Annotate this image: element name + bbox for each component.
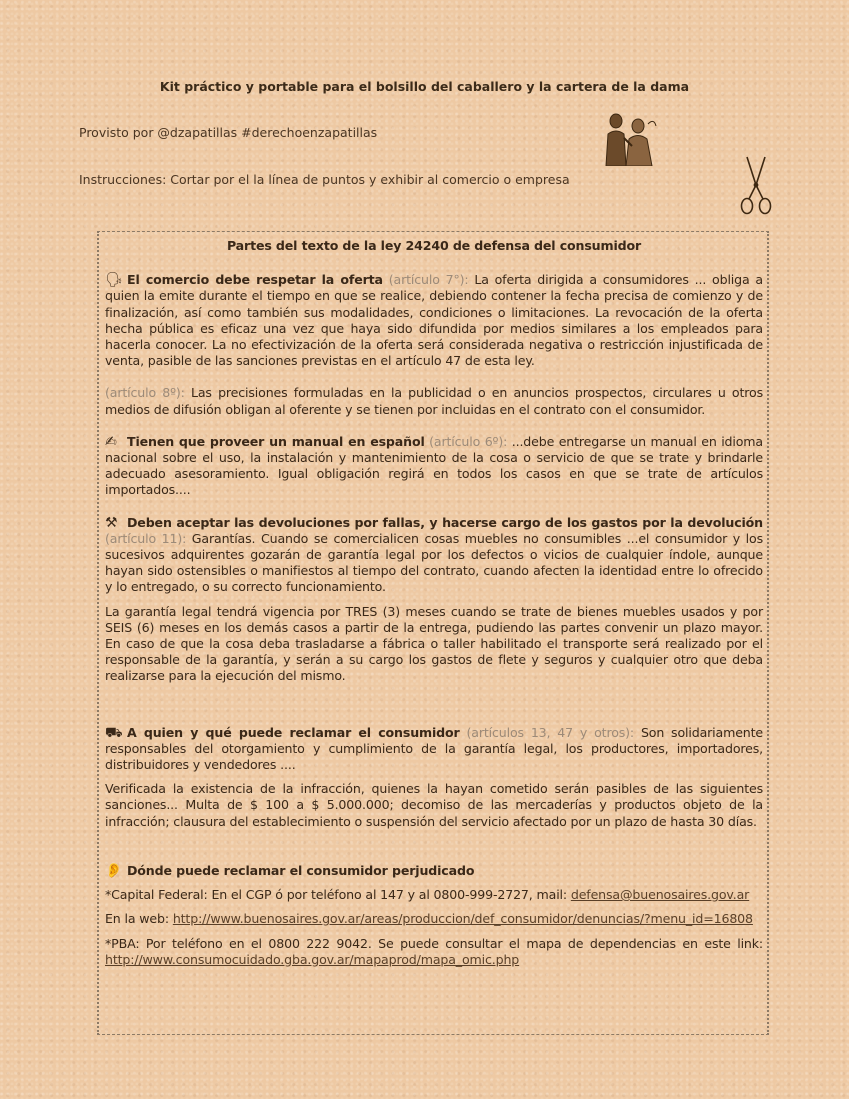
section-text: ...debe entregarse un manual en idioma nacional sobre el uso, la instalación y mantenimiento de la cosa o servicio de que se trate y brindarle adecuado asesoramiento. Igual obligación regirá en todos los casos en que se trate de artículos importados....	[105, 433, 763, 498]
section-text: Garantías. Cuando se comercialicen cosas muebles no consumibles ...el consumidor y los sucesivos adquirentes gozarán de garantía legal por los defectos o vicios de cualquier índole, aunque hayan sido ostensibles o manifiestos al tiempo del contrato, cuando afecten la identidad entre lo ofrecido y lo entregado, o su correcto funcionamiento.	[105, 530, 763, 595]
page-title: Kit práctico y portable para el bolsillo del caballero y la cartera de la dama	[159, 79, 690, 94]
web-link[interactable]: http://www.buenosaires.gov.ar/areas/produccion/def_consumidor/denuncias/?menu_id=16808	[172, 911, 753, 927]
cutout-card	[97, 231, 769, 1035]
section-manual	[105, 434, 763, 499]
car-icon: ⛟	[105, 724, 123, 741]
capital-mail-link[interactable]: defensa@buenosaires.gov.ar	[570, 887, 750, 903]
capital-text: *Capital Federal: En el CGP ó por teléfono al 147 y al 0800-999-2727, mail:	[105, 887, 571, 903]
section-claims-sanctions: Verificada la existencia de la infracción, quienes la hayan cometido serán pasibles de las siguientes sanciones... Multa de $ 100 a $ 5.000.000; decomiso de las mercaderías y productos objeto de la infracción; clausura del establecimiento o suspensión del servicio afectado por un plazo de hasta 30 días.	[105, 781, 763, 829]
speaking-head-icon: 🗣	[105, 272, 123, 289]
web-contact	[105, 911, 763, 927]
ear-icon: 👂	[105, 862, 123, 879]
people-illustration	[602, 112, 658, 166]
instructions-text: Instrucciones: Cortar por el la línea de puntos y exhibir al comercio o empresa	[79, 172, 570, 187]
section-offer	[105, 272, 763, 369]
article-ref: (artículo 8º):	[105, 385, 185, 401]
pba-link[interactable]: http://www.consumocuidado.gba.gov.ar/mapaprod/mapa_omic.php	[105, 951, 520, 967]
web-label: En la web:	[105, 911, 173, 927]
section-heading: Deben aceptar las devoluciones por fallas, y hacerse cargo de los gastos por la devolución	[127, 514, 763, 530]
section-returns	[105, 515, 763, 596]
section-heading: El comercio debe respetar la oferta	[127, 272, 383, 288]
card-title: Partes del texto de la ley 24240 de defensa del consumidor	[226, 238, 642, 253]
article-ref: (artículo 7°):	[388, 272, 469, 288]
tools-icon: ⚒	[105, 514, 118, 531]
section-offer-art8	[105, 385, 763, 417]
section-text: Son solidariamente responsables del otorgamiento y cumplimiento de la garantía legal, los productores, importadores, distribuidores y vendedores ....	[105, 724, 764, 773]
section-text: Las precisiones formuladas en la publicidad o en anuncios prospectos, circulares u otros medios de difusión obligan al oferente y se tienen por incluidas en el contrato con el consumidor.	[105, 385, 763, 417]
provided-by-text: Provisto por @dzapatillas #derechoenzapatillas	[79, 125, 378, 140]
capital-contact	[105, 887, 763, 903]
section-heading: Tienen que proveer un manual en español	[127, 433, 425, 449]
writing-hand-icon: ✍	[105, 433, 117, 450]
article-ref: (artículos 13, 47 y otros):	[466, 724, 635, 740]
article-ref: (artículo 6º):	[429, 433, 508, 449]
section-where	[105, 863, 763, 879]
section-returns-warranty: La garantía legal tendrá vigencia por TRES (3) meses cuando se trate de bienes muebles usados y por SEIS (6) meses en los demás casos a partir de la entrega, pudiendo las partes convenir un plazo mayor. En caso de que la cosa deba trasladarse a fábrica o taller habilitado el transporte será realizado por el responsable de la garantía, y serán a su cargo los gastos de flete y seguros y cualquier otro que deba realizarse para la ejecución del mismo.	[105, 603, 763, 684]
section-heading: A quien y qué puede reclamar el consumidor	[127, 724, 460, 740]
scissors-icon	[738, 155, 774, 215]
section-text: La oferta dirigida a consumidores ... obliga a quien la emite durante el tiempo en que se realice, debiendo contener la fecha precisa de comienzo y de finalización, así como también sus modalidades, condiciones o limitaciones. La revocación de la oferta hecha pública es eficaz una vez que haya sido difundida por medios similares a los empleados para hacerla conocer. La no efectivización de la oferta será considerada negativa o restricción injustificada de venta, pasible de las sanciones previstas en el artículo 47 de esta ley.	[105, 272, 763, 369]
section-claims	[105, 725, 763, 774]
pba-contact	[105, 936, 763, 968]
section-heading: Dónde puede reclamar el consumidor perjudicado	[127, 862, 475, 878]
pba-text: *PBA: Por teléfono en el 0800 222 9042. Se puede consultar el mapa de dependencias en este link:	[105, 935, 763, 951]
article-ref: (artículo 11):	[105, 530, 187, 546]
